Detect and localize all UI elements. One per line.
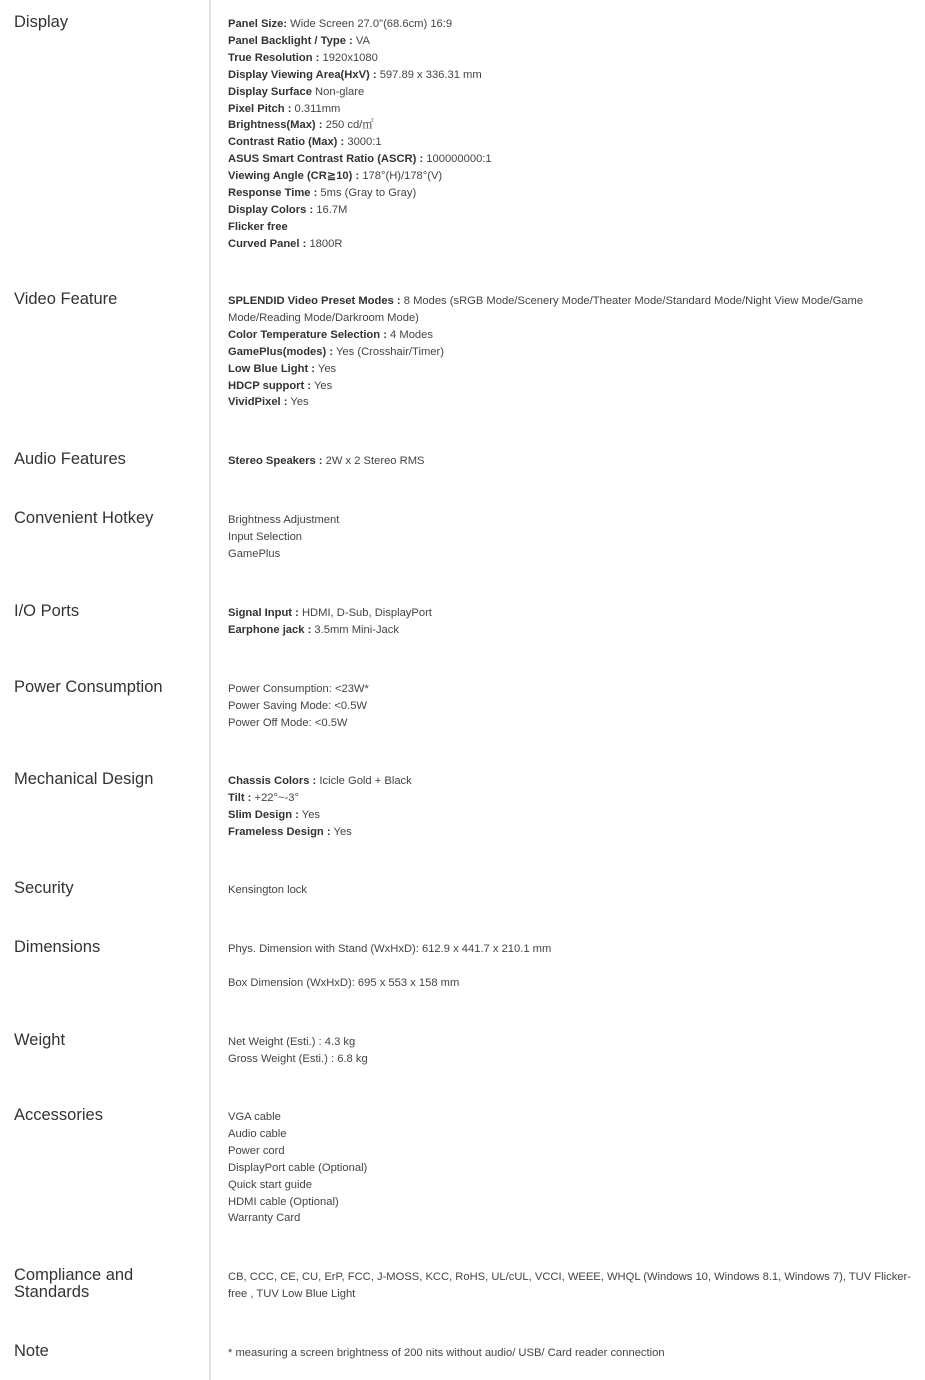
spec-line bbox=[228, 394, 918, 411]
spec-line bbox=[228, 219, 918, 236]
spec-value: Yes bbox=[315, 362, 337, 375]
spec-line bbox=[228, 1034, 918, 1051]
spec-key: Slim Design : bbox=[228, 808, 299, 821]
section-label: Display bbox=[14, 13, 69, 31]
spec-key: HDCP support : bbox=[228, 379, 312, 392]
spec-value: 3000:1 bbox=[344, 136, 382, 149]
section-body bbox=[228, 1109, 918, 1227]
spec-value: Kensington lock bbox=[228, 884, 307, 896]
spec-line bbox=[228, 101, 918, 118]
spec-value: 100000000:1 bbox=[423, 153, 492, 166]
spec-value: Yes bbox=[311, 379, 333, 392]
spec-value: VA bbox=[352, 34, 370, 47]
section-label: Dimensions bbox=[14, 938, 101, 956]
spec-value: 1920x1080 bbox=[319, 51, 378, 64]
section-body bbox=[228, 882, 918, 899]
spec-value: Yes bbox=[287, 396, 309, 409]
spec-line bbox=[228, 202, 918, 219]
spec-value: Wide Screen 27.0"(68.6cm) 16:9 bbox=[287, 18, 453, 30]
spec-value: Power Off Mode: <0.5W bbox=[228, 716, 348, 729]
spec-key: Response Time : bbox=[228, 187, 318, 200]
spec-key: Low Blue Light : bbox=[228, 362, 315, 375]
spec-value: 0.311mm bbox=[291, 102, 341, 115]
spec-value: 597.89 x 336.31 mm bbox=[376, 68, 482, 81]
spec-key: Display Colors : bbox=[228, 203, 314, 216]
spec-key: Panel Size: bbox=[228, 18, 288, 30]
spec-key: Panel Backlight / Type : bbox=[228, 34, 353, 47]
spec-key: Display Surface bbox=[228, 85, 312, 98]
spec-key: Contrast Ratio (Max) : bbox=[228, 136, 345, 149]
section-body bbox=[228, 16, 918, 253]
spec-value: Box Dimension (WxHxD): 695 x 553 x 158 mm bbox=[228, 976, 460, 989]
spec-value: Brightness Adjustment bbox=[228, 514, 340, 526]
spec-line bbox=[228, 715, 918, 732]
spec-line bbox=[228, 529, 918, 546]
spec-value: Non-glare bbox=[311, 85, 365, 98]
spec-line bbox=[228, 1345, 918, 1362]
spec-value: Icicle Gold + Black bbox=[316, 775, 412, 787]
section-label: I/O Ports bbox=[14, 602, 80, 620]
section-body bbox=[228, 1034, 918, 1068]
spec-value: Power cord bbox=[228, 1144, 285, 1157]
spec-key: Pixel Pitch : bbox=[228, 102, 292, 115]
spec-line bbox=[228, 361, 918, 378]
section-label: Power Consumption bbox=[14, 678, 163, 696]
section-label: Security bbox=[14, 879, 74, 897]
spec-value: +22°~-3° bbox=[251, 791, 299, 804]
column-divider bbox=[209, 0, 211, 1380]
spec-line bbox=[228, 681, 918, 698]
spec-line bbox=[228, 236, 918, 253]
spec-line bbox=[228, 168, 918, 185]
spec-line bbox=[228, 882, 918, 899]
spec-line bbox=[228, 605, 918, 622]
section-body bbox=[228, 453, 918, 470]
spec-line bbox=[228, 84, 918, 101]
spec-key: Signal Input : bbox=[228, 607, 299, 619]
section-label: Weight bbox=[14, 1031, 66, 1049]
section-label: Convenient Hotkey bbox=[14, 509, 154, 527]
spec-value: Power Saving Mode: <0.5W bbox=[228, 699, 367, 712]
spec-key: Tilt : bbox=[228, 791, 252, 804]
spec-value: 8 Modes (sRGB Mode/Scenery Mode/Theater Mode/Standard Mode/Night View Mode/Game Mode/Reading Mode/Darkroom Mode) bbox=[228, 295, 864, 324]
spec-key: Display Viewing Area(HxV) : bbox=[228, 68, 377, 81]
spec-value: Net Weight (Esti.) : 4.3 kg bbox=[228, 1036, 356, 1048]
section-label: Accessories bbox=[14, 1106, 103, 1124]
spec-line bbox=[228, 790, 918, 807]
spec-key: Stereo Speakers : bbox=[228, 455, 323, 467]
spec-value: 4 Modes bbox=[386, 328, 433, 341]
spec-value: 250 cd/㎡ bbox=[322, 119, 374, 132]
spec-line bbox=[228, 773, 918, 790]
spec-line bbox=[228, 622, 918, 639]
spec-value: Power Consumption: <23W* bbox=[228, 683, 369, 695]
spec-value: CB, CCC, CE, CU, ErP, FCC, J-MOSS, KCC, RoHS, UL/cUL, VCCI, WEEE, WHQL (Windows 10, Windows 8.1, Windows 7), TUV Flicker-free , TUV Low Blue Light bbox=[228, 1271, 911, 1300]
spec-value: Quick start guide bbox=[228, 1178, 312, 1191]
spec-value: Audio cable bbox=[228, 1127, 287, 1140]
spec-key: Color Temperature Selection : bbox=[228, 328, 387, 341]
spec-key: Earphone jack : bbox=[228, 623, 312, 636]
spec-line bbox=[228, 67, 918, 84]
spec-value: Input Selection bbox=[228, 530, 303, 543]
spec-value: 3.5mm Mini-Jack bbox=[311, 623, 399, 636]
spec-value: Yes (Crosshair/Timer) bbox=[333, 345, 444, 358]
spec-line bbox=[228, 512, 918, 529]
spec-value: 5ms (Gray to Gray) bbox=[317, 187, 417, 200]
spec-value: DisplayPort cable (Optional) bbox=[228, 1161, 368, 1174]
spec-line bbox=[228, 327, 918, 344]
section-label: Compliance and Standards bbox=[14, 1266, 134, 1301]
spec-line bbox=[228, 546, 918, 563]
spec-key: Viewing Angle (CR≧10) : bbox=[228, 170, 360, 183]
section-body bbox=[228, 941, 918, 992]
spec-line bbox=[228, 33, 918, 50]
spec-line bbox=[228, 807, 918, 824]
spec-value: Yes bbox=[330, 825, 352, 838]
blank-line bbox=[228, 958, 918, 975]
spec-line bbox=[228, 1051, 918, 1068]
spec-value: HDMI, D-Sub, DisplayPort bbox=[298, 607, 432, 619]
spec-value: HDMI cable (Optional) bbox=[228, 1195, 339, 1208]
spec-line bbox=[228, 1210, 918, 1227]
section-label: Video Feature bbox=[14, 290, 118, 308]
spec-key: Frameless Design : bbox=[228, 825, 331, 838]
spec-value: 1800R bbox=[306, 237, 343, 250]
spec-key: Brightness(Max) : bbox=[228, 119, 323, 132]
spec-key: Flicker free bbox=[228, 220, 288, 233]
section-body bbox=[228, 681, 918, 732]
spec-line bbox=[228, 941, 918, 958]
section-body bbox=[228, 605, 918, 639]
spec-key: Chassis Colors : bbox=[228, 775, 317, 787]
section-label: Audio Features bbox=[14, 450, 126, 468]
spec-key: ASUS Smart Contrast Ratio (ASCR) : bbox=[228, 153, 424, 166]
spec-value: Yes bbox=[298, 808, 321, 821]
spec-value: 16.7M bbox=[313, 203, 348, 216]
spec-line bbox=[228, 1160, 918, 1177]
spec-line bbox=[228, 185, 918, 202]
spec-line bbox=[228, 1194, 918, 1211]
spec-value: 178°(H)/178°(V) bbox=[359, 170, 443, 183]
spec-key: True Resolution : bbox=[228, 51, 320, 64]
spec-key: GamePlus(modes) : bbox=[228, 345, 334, 358]
section-body bbox=[228, 1269, 918, 1303]
spec-line bbox=[228, 378, 918, 395]
spec-line bbox=[228, 824, 918, 841]
spec-line bbox=[228, 16, 918, 33]
spec-line bbox=[228, 1177, 918, 1194]
section-body bbox=[228, 512, 918, 563]
spec-value: 2W x 2 Stereo RMS bbox=[322, 455, 425, 467]
spec-line bbox=[228, 293, 918, 327]
spec-key: SPLENDID Video Preset Modes : bbox=[228, 295, 401, 307]
spec-value: Phys. Dimension with Stand (WxHxD): 612.9 x 441.7 x 210.1 mm bbox=[228, 943, 552, 955]
spec-value: Warranty Card bbox=[228, 1212, 301, 1225]
section-label: Mechanical Design bbox=[14, 770, 154, 788]
spec-value: VGA cable bbox=[228, 1111, 281, 1123]
spec-line bbox=[228, 1143, 918, 1160]
spec-line bbox=[228, 134, 918, 151]
section-body bbox=[228, 773, 918, 841]
spec-line bbox=[228, 344, 918, 361]
spec-line bbox=[228, 453, 918, 470]
spec-key: VividPixel : bbox=[228, 396, 288, 409]
spec-line bbox=[228, 975, 918, 992]
spec-line bbox=[228, 1109, 918, 1126]
spec-line bbox=[228, 1269, 918, 1303]
spec-line bbox=[228, 698, 918, 715]
spec-line bbox=[228, 50, 918, 67]
spec-line bbox=[228, 151, 918, 168]
spec-value: Gross Weight (Esti.) : 6.8 kg bbox=[228, 1052, 368, 1065]
section-body bbox=[228, 1345, 918, 1362]
spec-line bbox=[228, 1126, 918, 1143]
spec-line bbox=[228, 117, 918, 134]
spec-value: * measuring a screen brightness of 200 nits without audio/ USB/ Card reader connection bbox=[228, 1347, 665, 1359]
section-label: Note bbox=[14, 1342, 49, 1360]
section-body bbox=[228, 293, 918, 411]
spec-value: GamePlus bbox=[228, 547, 281, 560]
spec-key: Curved Panel : bbox=[228, 237, 307, 250]
